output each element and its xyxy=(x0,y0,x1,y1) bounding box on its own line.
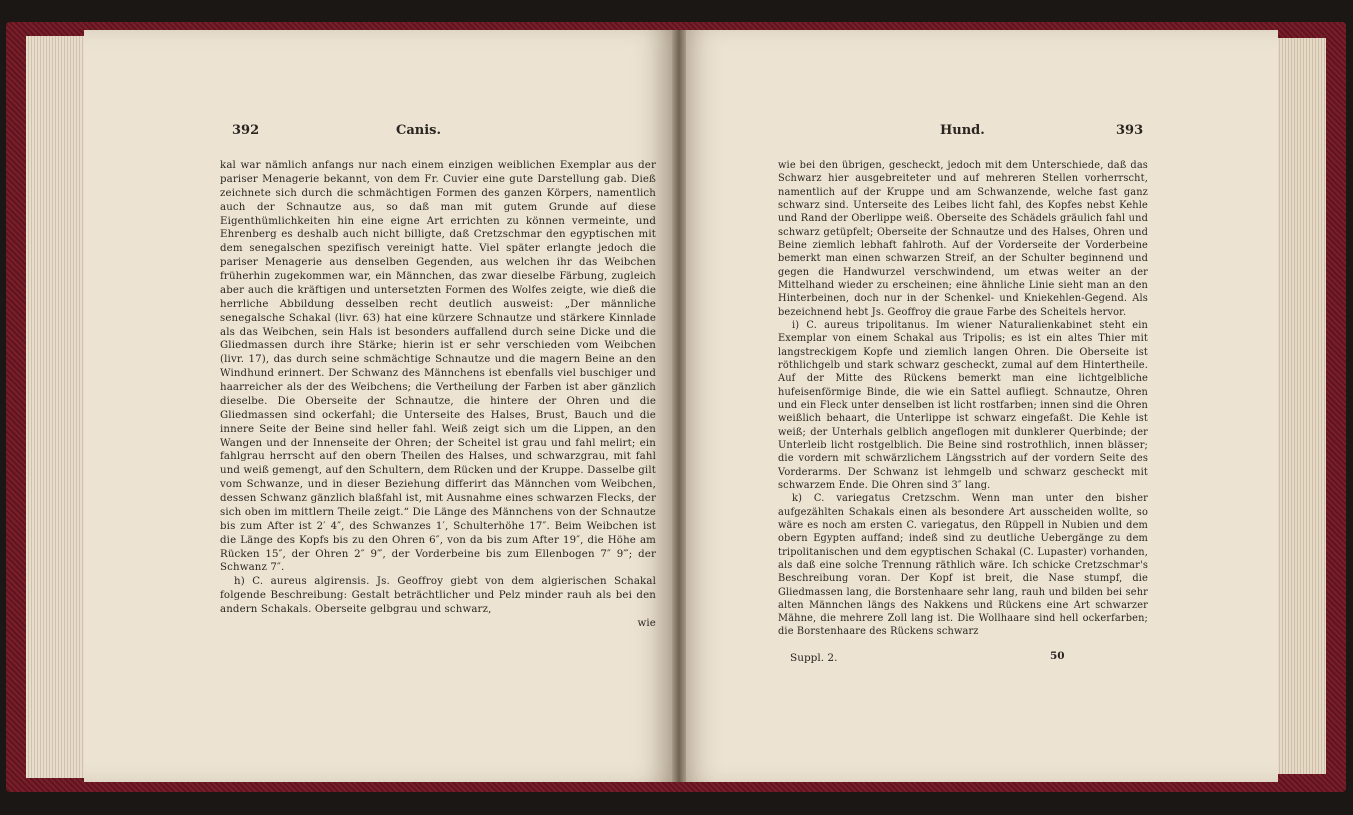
body-text xyxy=(220,159,656,631)
sheet-number: 50 xyxy=(1050,650,1065,662)
paragraph: h) C. aureus algirensis. Js. Geoffroy giebt von dem algierischen Schakal folgende Beschreibung: Gestalt beträchtlicher und Pelz minder rauh als bei den andern Schakals. Oberseite gelbgrau und schwarz, xyxy=(220,576,656,615)
page-number: 393 xyxy=(1116,123,1144,138)
page-number: 392 xyxy=(232,123,260,138)
page-edges-left xyxy=(26,36,86,778)
running-head: Hund. xyxy=(940,123,985,138)
book-gutter xyxy=(672,30,686,782)
left-page xyxy=(84,30,678,782)
signature-mark: Suppl. 2. xyxy=(790,652,838,664)
catchword: wie xyxy=(637,617,656,629)
paragraph: i) C. aureus tripolitanus. Im wiener Naturalienkabinet steht ein Exemplar von einem Schakal aus Tripolis; es ist ein altes Thier mit langstreckigem Kopfe und ziemlich langen Ohren. Die Oberseite ist röthlichgelb und stark schwarz gescheckt, zumal auf dem Hintertheile. Auf der Mitte des Rückens bemerkt man eine lichtgelbliche hufeisenförmige Binde, die wie ein Sattel aufliegt. Schnautze, Ohren und ein Fleck unter denselben ist licht rostfarben; innen sind die Ohren weißlich behaart, die Unterlippe ist schwarz eingefaßt. Die Kehle ist weiß; der Unterhals gelblich angeflogen mit dunklerer Querbinde; der Unterleib licht rostgelblich. Die Beine sind rostrothlich, innen blässer; die vordern mit schwärzlichem Längsstrich auf der vordern Seite des Vorderarms. Der Schwanz ist lehmgelb und schwarz gescheckt mit schwarzem Ende. Die Ohren sind 3″ lang. xyxy=(778,319,1148,491)
paragraph: k) C. variegatus Cretzschm. Wenn man unter den bisher aufgezählten Schakals einen als besondere Art ausscheiden wollte, so wäre es noch am ersten C. variegatus, den Rüppell in Nubien und dem obern Egypten auffand; indeß sind zu deutliche Uebergänge zu dem tripolitanischen und dem egyptischen Schakal (C. Lupaster) vorhanden, als daß eine solche Trennung räthlich wäre. Ich schicke Cretzschmar's Beschreibung voran. Der Kopf ist breit, die Nase stumpf, die Gliedmassen lang, die Borstenhaare sehr lang, rauh und bilden bei sehr alten Männchen längs des Nakkens und Rückens eine Art schwarzer Mähne, die mehrere Zoll lang ist. Die Wollhaare sind hell ockerfarben; die Borstenhaare des Rückens schwarz xyxy=(778,493,1148,638)
paragraph: kal war nämlich anfangs nur nach einem einzigen weiblichen Exemplar aus der pariser Menagerie bekannt, von dem Fr. Cuvier eine gute Darstellung gab. Dieß zeichnete sich durch die schmächtigen Formen des ganzen Körpers, namentlich auch der Schnautze aus, so daß man mit gutem Grunde auf diese Eigenthümlichkeiten hin eine eigne Art errichten zu können vermeinte, und Ehrenberg es deshalb auch nicht billigte, daß Cretzschmar den egyptischen mit dem senegalschen spezifisch vereinigt hatte. Viel später erlangte jedoch die pariser Menagerie aus denselben Gegenden, aus welchen ihr das Weibchen früherhin zugekommen war, ein Männchen, das zwar dieselbe Färbung, zugleich aber auch die kräftigen und untersetzten Formen des Wolfes zeigte, wie dieß die herrliche Abbildung desselben recht deutlich ausweist: „Der männliche senegalsche Schakal (livr. 63) hat eine kürzere Schnautze und stärkere Kinnlade als das Weibchen, sein Hals ist besonders auffallend durch seine Dicke und die Gliedmassen durch ihre Stärke; hierin ist er sehr verschieden vom Weibchen (livr. 17), das durch seine schmächtige Schnautze und die magern Beine an den Windhund erinnert. Der Schwanz des Männchens ist ebenfalls viel buschiger und haarreicher als der des Weibchens; die Vertheilung der Farben ist aber gänzlich dieselbe. Die Oberseite der Schnautze, die hintere der Ohren und die Gliedmassen sind ockerfahl; die Unterseite des Halses, Brust, Bauch und die innere Seite der Beine sind heller fahl. Weiß zeigt sich um die Lippen, an den Wangen und der Innenseite der Ohren; der Scheitel ist grau und fahl melirt; ein fahlgrau herrscht auf den obern Theilen des Halses, und schwarzgrau, mit fahl und weiß gemengt, auf den Schultern, dem Rücken und der Kruppe. Dasselbe gilt vom Schwanze, und in dieser Beziehung differirt das Männchen vom Weibchen, dessen Schwanz gänzlich blaßfahl ist, mit Ausnahme eines schwarzen Flecks, der sich oben im mittlern Theile zeigt.“ Die Länge des Männchens von der Schnautze bis zum After ist 2′ 4″, des Schwanzes 1′, Schulterhöhe 17″. Beim Weibchen ist die Länge des Kopfs bis zu den Ohren 6″, von da bis zum After 19″, die Höhe am Rücken 15″, der Ohren 2″ 9‴, der Vorderbeine bis zum Ellenbogen 7″ 9‴; der Schwanz 7″. xyxy=(220,160,656,574)
right-page xyxy=(678,30,1278,782)
running-head: Canis. xyxy=(396,123,442,138)
paragraph: wie bei den übrigen, gescheckt, jedoch mit dem Unterschiede, daß das Schwarz hier ausgebreiteter und auf mehreren Stellen vorherrscht, namentlich auf der Kruppe und am Schwanzende, welche fast ganz schwarz sind. Unterseite des Leibes licht fahl, des Kopfes nebst Kehle und Rand der Oberlippe weiß. Oberseite des Schädels gräulich fahl und schwarz getüpfelt; Oberseite der Schnautze und des Halses, Ohren und Beine ziemlich lebhaft fahlroth. Auf der Vorderseite der Vorderbeine bemerkt man einen schwarzen Streif, an der Schulter beginnend und gegen die Handwurzel verschwindend, um etwas weiter an der Mittelhand wieder zu erscheinen; eine ähnliche Linie sieht man an den Hinterbeinen, doch nur in der Schenkel- und Kniekehlen-Gegend. Als bezeichnend hebt Js. Geoffroy die graue Farbe des Scheitels hervor. xyxy=(778,160,1148,318)
body-text xyxy=(778,159,1148,639)
page-edges-right xyxy=(1276,38,1326,774)
